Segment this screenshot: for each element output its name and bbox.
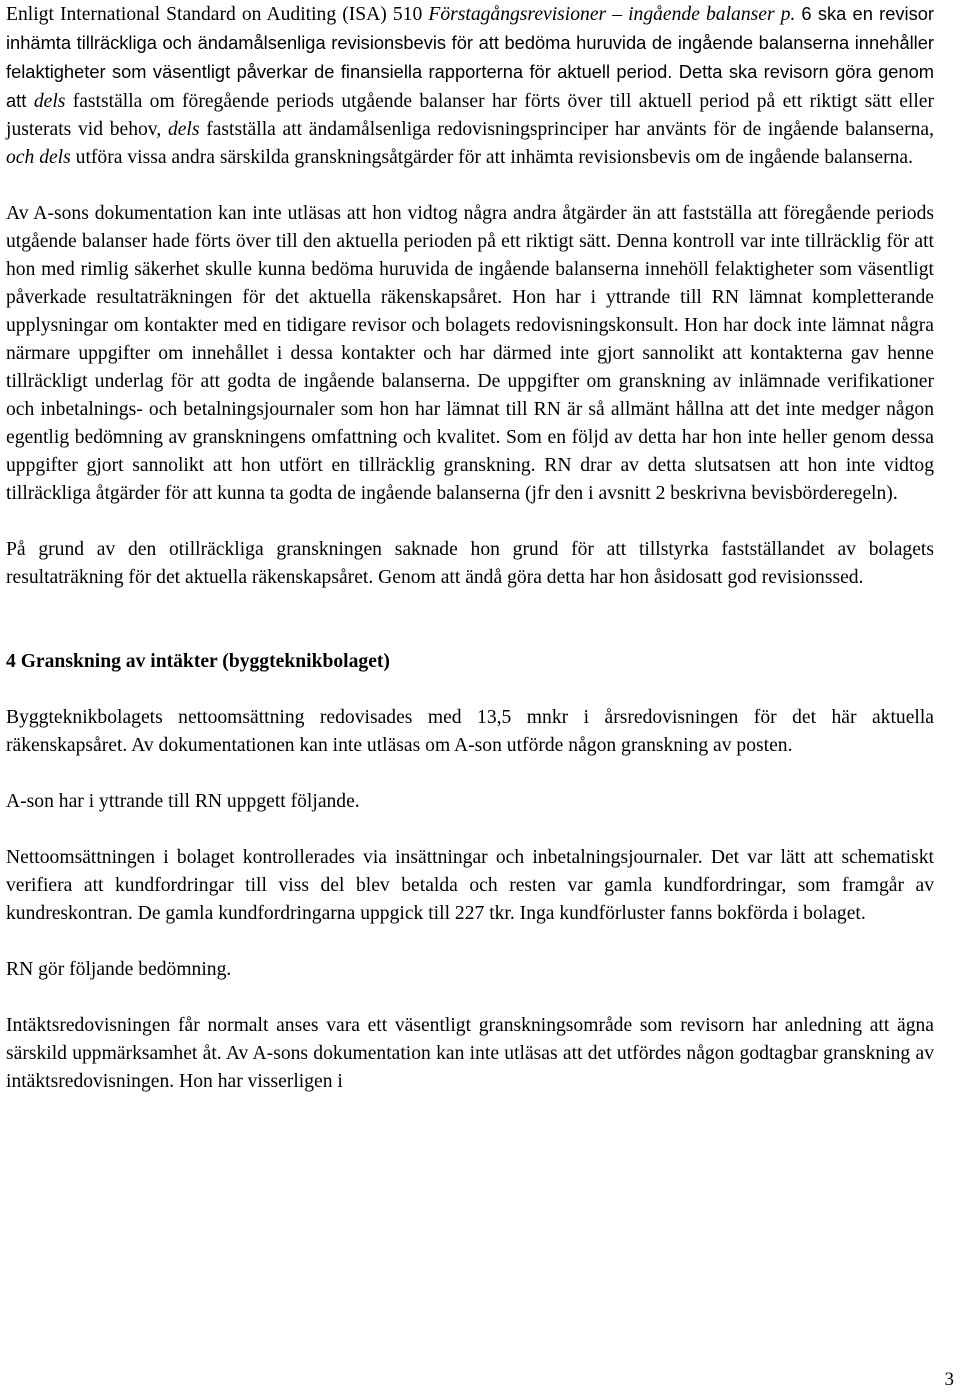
- document-page: [6, 0, 934, 1096]
- page-number: 3: [944, 1369, 954, 1390]
- section-heading: 4 Granskning av intäkter (byggteknikbolaget): [6, 651, 390, 672]
- paragraph-conclusion: På grund av den otillräckliga granskningen saknade hon grund för att tillstyrka fastställandet av bolagets resultaträkning för det aktuella räkenskapsåret. Genom att ändå göra detta har hon åsidosatt god revisionssed.: [6, 539, 934, 588]
- paragraph-statement-intro: A-son har i yttrande till RN uppgett följande.: [6, 791, 360, 812]
- paragraph-isa-510: Enligt International Standard on Auditing (ISA) 510 Förstagångsrevisioner – ingående balanser p. 6 ska en revisor inhämta tillräckliga och ändamålsenliga revisionsbevis för att bedöma huruvida de ingående balanserna innehåller felaktigheter som väsentligt påverkar de finansiella rapporterna för aktuell period. Detta ska revisorn göra genom att dels fastställa om föregående periods utgående balanser har förts över till aktuell period på ett riktigt sätt eller justerats vid behov, dels fastställa att ändamålsenliga redovisningsprinciper har använts för de ingående balanserna, och dels utföra vissa andra särskilda granskningsåtgärder för att inhämta revisionsbevis om de ingående balanserna.: [6, 3, 934, 168]
- paragraph-statement: Nettoomsättningen i bolaget kontrollerades via insättningar och inbetalningsjournaler. Det var lätt att schematiskt verifiera att kundfordringar till viss del blev betalda och resten var gamla kundfordringar, som framgår av kundreskontran. De gamla kundfordringarna uppgick till 227 tkr. Inga kundförluster fanns bokförda i bolaget.: [6, 847, 934, 924]
- paragraph-assessment-intro: RN gör följande bedömning.: [6, 959, 232, 980]
- paragraph-a-son-documentation: Av A-sons dokumentation kan inte utläsas att hon vidtog några andra åtgärder än att fastställa att föregående periods utgående balanser hade förts över till den aktuella perioden på ett riktigt sätt. Denna kontroll var inte tillräcklig för att hon med rimlig säkerhet skulle kunna bedöma huruvida de ingående balanserna innehöll felaktigheter som väsentligt påverkade resultaträkningen för det aktuella räkenskapsåret. Hon har i yttrande till RN lämnat kompletterande upplysningar om kontakter med en tidigare revisor och bolagets redovisningskonsult. Hon har dock inte lämnat några närmare uppgifter om innehållet i dessa kontakter och har därmed inte gjort sannolikt att kontakterna gav henne tillräckligt underlag för att godta de ingående balanserna. De uppgifter om granskning av inlämnade verifikationer och inbetalnings- och betalningsjournaler som hon har lämnat till RN är så allmänt hållna att det inte medger någon egentlig bedömning av granskningens omfattning och kvalitet. Som en följd av detta har hon inte heller genom dessa uppgifter gjort sannolikt att hon utfört en tillräcklig granskning. RN drar av detta slutsatsen att hon inte vidtog tillräckliga åtgärder för att kunna ta godta de ingående balanserna (jfr den i avsnitt 2 beskrivna bevisbörderegeln).: [6, 203, 934, 504]
- paragraph-net-sales: Byggteknikbolagets nettoomsättning redovisades med 13,5 mnkr i årsredovisningen för det här aktuella räkenskapsåret. Av dokumentationen kan inte utläsas om A-son utförde någon granskning av posten.: [6, 707, 934, 756]
- paragraph-revenue-recognition: Intäktsredovisningen får normalt anses vara ett väsentligt granskningsområde som revisorn har anledning att ägna särskild uppmärksamhet åt. Av A-sons dokumentation kan inte utläsas att det utfördes någon godtagbar granskning av intäktsredovisningen. Hon har visserligen i: [6, 1015, 934, 1092]
